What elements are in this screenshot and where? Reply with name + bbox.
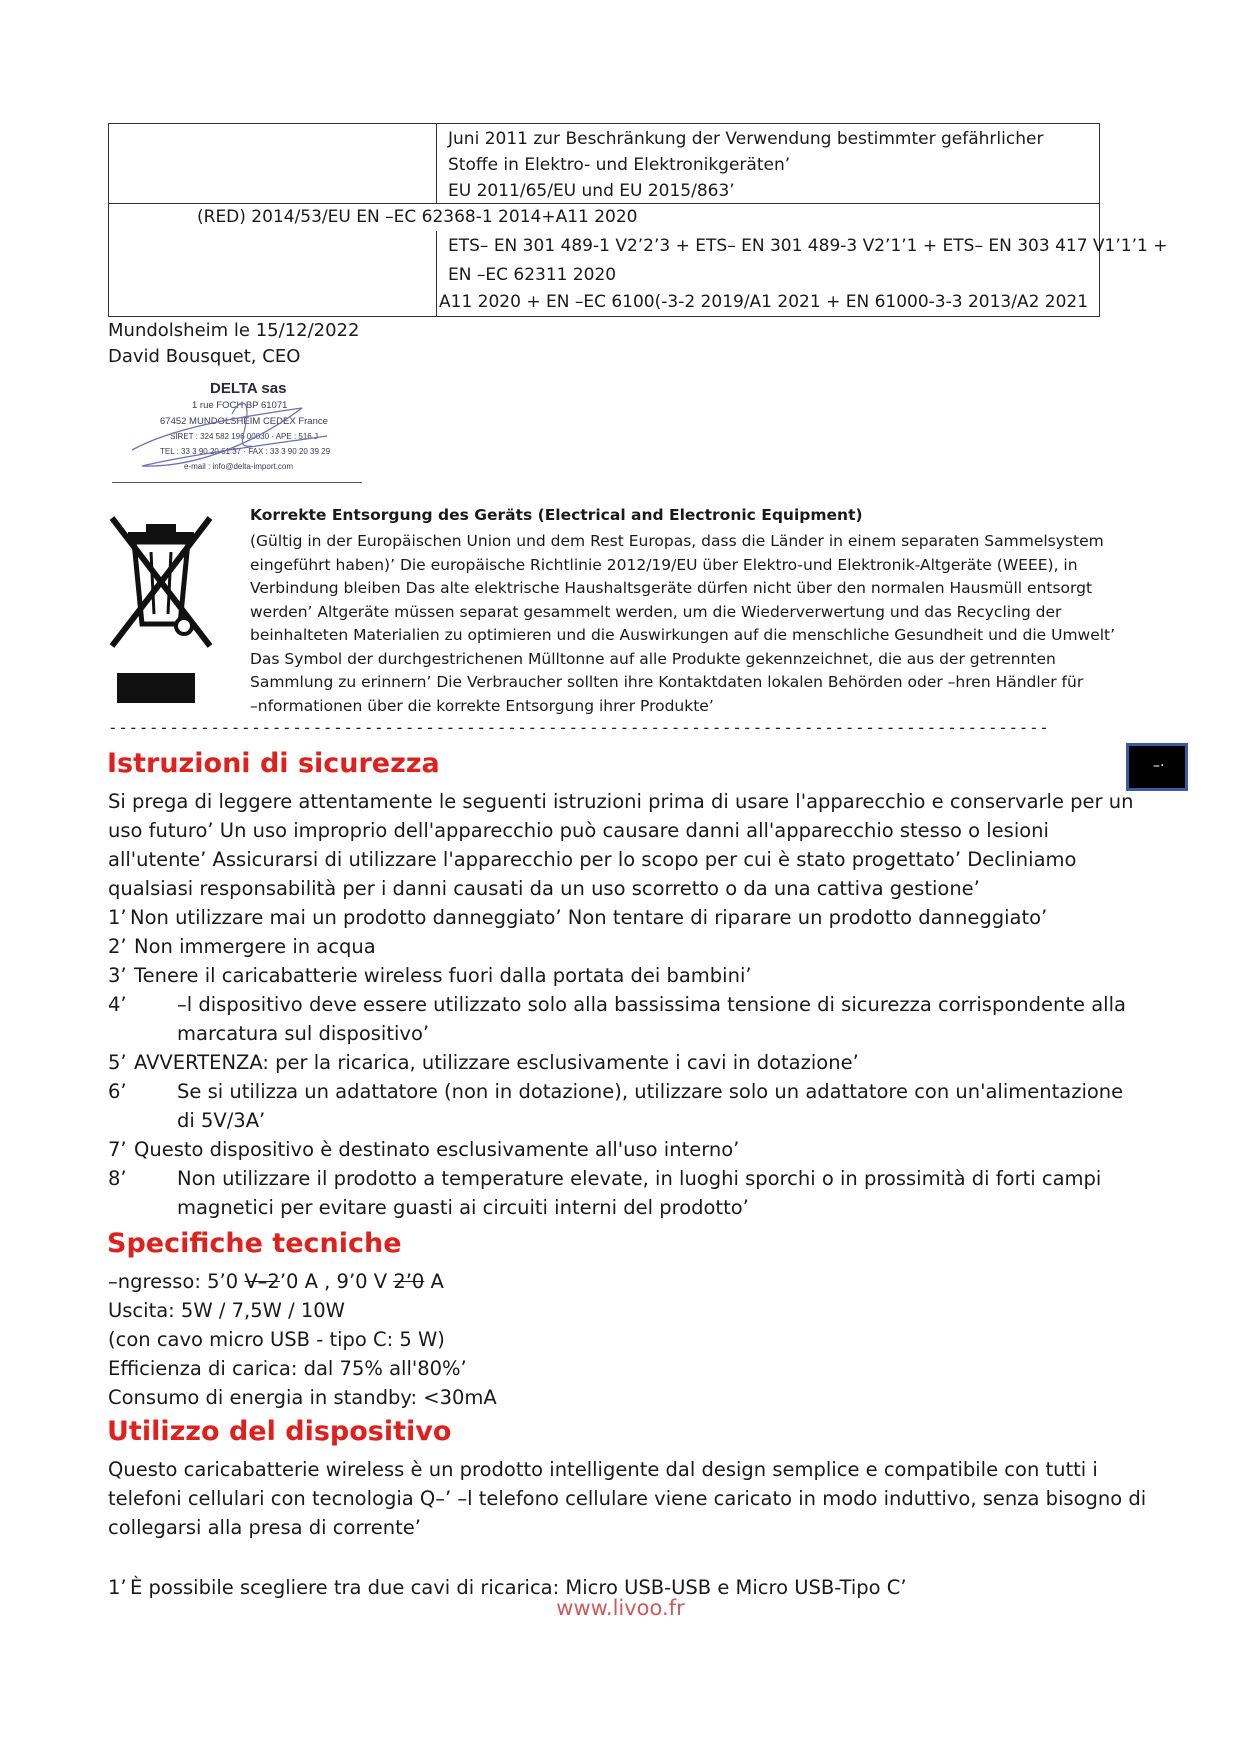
list-item-number: 8’ [108, 1167, 127, 1190]
specs-input: –ngresso: 5’0 V–2’0 A , 9’0 V 2’0 A [108, 1270, 444, 1293]
specs-heading: Specifiche tecniche [107, 1228, 402, 1259]
table-cell-red: (RED) 2014/53/EU EN –EC 62368-1 2014+A11 2020 [197, 207, 638, 227]
safety-heading: Istruzioni di sicurezza [107, 748, 440, 779]
compliance-table [108, 123, 1168, 317]
signature-name: David Bousquet, CEO [108, 346, 301, 367]
table-divider [436, 124, 437, 203]
list-item-number: 7’ [108, 1138, 127, 1161]
list-item-number: 2’ [108, 935, 127, 958]
signature-scribble [112, 378, 362, 482]
signature-line [112, 482, 362, 483]
list-item: –l dispositivo deve essere utilizzato solo alla bassissima tensione di sicurezza corrispondente alla marcatura sul dispositivo’ [177, 993, 1126, 1045]
list-item: Se si utilizza un adattatore (non in dotazione), utilizzare solo un adattatore con un'alimentazione di 5V/3A’ [177, 1080, 1124, 1132]
weee-body: (Gültig in der Europäischen Union und dem Rest Europas, dass die Länder in einem separaten Sammelsystem eingeführt haben)’ Die europäische Richtlinie 2012/19/EU über Elektro-und Elektronik-Altgeräte (WEEE), in Verbindung bleiben Das alte elektrische Haushaltsgeräte dürfen nicht über den normalen Hausmüll entsorgt werden’ Altgeräte müssen separat gesammelt werden, um die Wiederverwertung und das Recycling der beinhalteten Materialien zu optimieren und die Auswirkungen auf die menschliche Gesundheit und die Umwelt’ Das Symbol der durchgestrichenen Mülltonne auf alle Produkte gekennzeichnet, die aus der getrennten Sammlung zu erinnern’ Die Verbraucher sollten ihre Kontaktdaten lokalen Behörden oder –hren Händler für –nformationen über die korrekte Entsorgung ihrer Produkte’ [250, 532, 1116, 715]
signature-place-date: Mundolsheim le 15/12/2022 [108, 320, 360, 341]
stamp-line: e-mail : info@delta-import.com [184, 462, 294, 471]
stamp-title: DELTA sas [210, 380, 287, 397]
list-item-number: 1’ [108, 906, 127, 929]
list-item: Questo dispositivo è destinato esclusivamente all'uso interno’ [134, 1138, 740, 1161]
list-item-number: 3’ [108, 964, 127, 987]
list-item-number: 1’ [108, 1576, 127, 1599]
usage-body: Questo caricabatterie wireless è un prodotto intelligente dal design semplice e compatibile con tutti i telefoni cellulari con tecnologia Q–’ –l telefono cellulare viene caricato in modo induttivo, senza bisogno di collegarsi alla presa di corrente’ [108, 1458, 1147, 1539]
company-stamp [112, 378, 362, 486]
list-item: Non utilizzare mai un prodotto danneggiato’ Non tentare di riparare un prodotto danneggiato’ [130, 906, 1048, 929]
list-item: Tenere il caricabatterie wireless fuori dalla portata dei bambini’ [134, 964, 752, 987]
list-item-number: 5’ [108, 1051, 127, 1074]
stamp-line: TEL : 33 3 90 20 61 37 · FAX : 33 3 90 20 39 29 [160, 447, 331, 456]
footer-link[interactable]: www.livoo.fr [556, 1596, 685, 1620]
usage-heading: Utilizzo del dispositivo [107, 1416, 452, 1447]
table-cell-rohs: Juni 2011 zur Beschränkung der Verwendung bestimmter gefährlicher Stoffe in Elektro- und Elektronikgeräten’ EU 2011/65/EU und EU 2015/863’ [448, 129, 1044, 201]
list-item: AVVERTENZA: per la ricarica, utilizzare esclusivamente i cavi in dotazione’ [134, 1051, 859, 1074]
weee-title: Korrekte Entsorgung des Geräts (Electrical and Electronic Equipment) [250, 506, 863, 524]
section-separator: -------------------------------------------------------------------------------------------- [108, 718, 1050, 737]
list-item: Non utilizzare il prodotto a temperature elevate, in luoghi sporchi o in prossimità di forti campi magnetici per evitare guasti ai circuiti interni del prodotto’ [177, 1167, 1102, 1219]
list-item-number: 4’ [108, 993, 127, 1016]
specs-list: Uscita: 5W / 7,5W / 10W (con cavo micro USB - tipo C: 5 W) Efficienza di carica: dal 75% all'80%’ Consumo di energia in standby: <30mA [108, 1299, 497, 1409]
list-item: È possibile scegliere tra due cavi di ricarica: Micro USB-USB e Micro USB-Tipo C’ [130, 1576, 907, 1599]
list-item: Non immergere in acqua [134, 935, 376, 958]
table-cell-ets: ETS– EN 301 489-1 V2’2’3 + ETS– EN 301 489-3 V2’1’1 + ETS– EN 303 417 V1’1’1 + EN –EC 62311 2020 [448, 236, 1168, 285]
crossed-bin-icon [106, 512, 216, 652]
list-item-number: 6’ [108, 1080, 127, 1103]
safety-intro: Si prega di leggere attentamente le seguenti istruzioni prima di usare l'apparecchio e conservarle per un uso futuro’ Un uso improprio dell'apparecchio può causare danni all'apparecchio stesso o lesioni all'utente’ Assicurarsi di utilizzare l'apparecchio per lo scopo per cui è stato progettato’ Decliniamo qualsiasi responsabilità per i danni causati da un uso scorretto o da una cattiva gestione’ [108, 790, 1134, 900]
table-cell-en: A11 2020 + EN –EC 6100(-3-2 2019/A1 2021 + EN 61000-3-3 2013/A2 2021 [439, 292, 1089, 312]
side-nav-button[interactable]: –· [1126, 743, 1188, 791]
stamp-line: 1 rue FOCH BP 61071 [192, 400, 288, 411]
stamp-line: SIRET : 324 582 196 00030 · APE : 516 J [170, 432, 318, 441]
weee-bar [117, 673, 195, 703]
table-divider [436, 231, 437, 316]
stamp-line: 67452 MUNDOLSHEIM CEDEX France [160, 416, 328, 427]
